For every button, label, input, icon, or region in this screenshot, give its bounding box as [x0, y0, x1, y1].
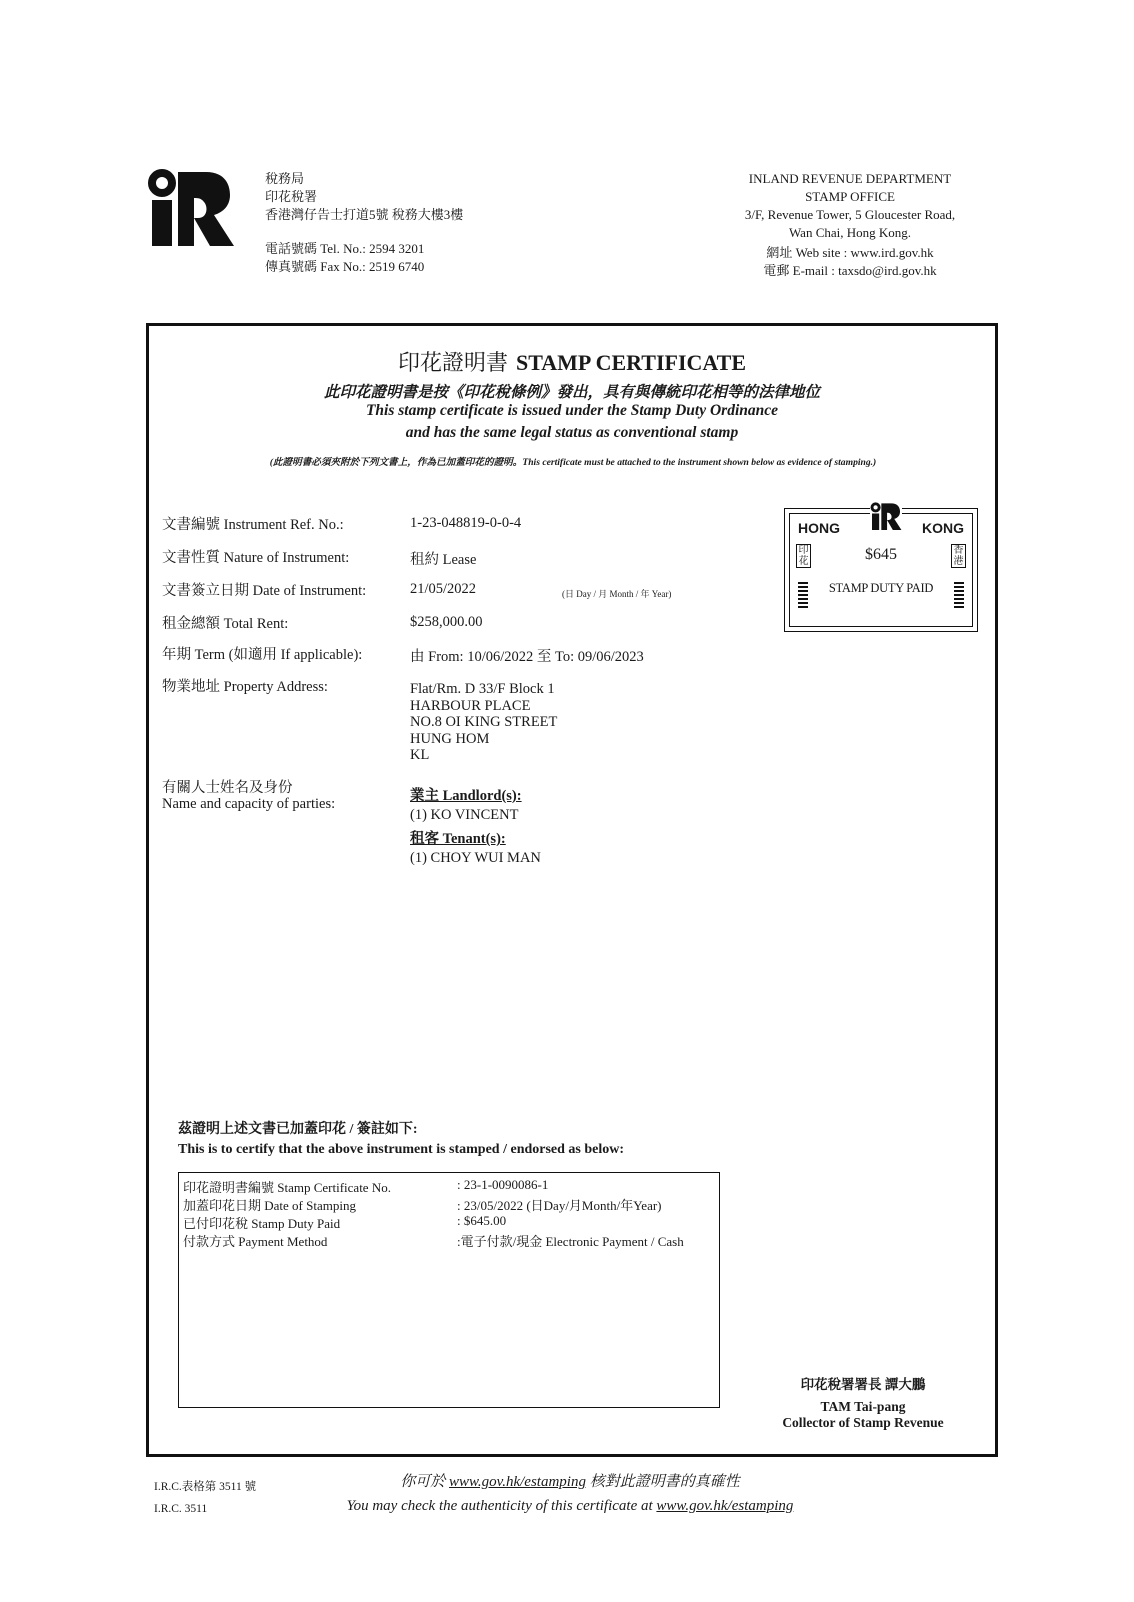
stamp-ornament: [954, 582, 964, 608]
stamp-ornament: [798, 582, 808, 608]
payment-method-label: 付款方式 Payment Method: [183, 1234, 328, 1249]
stamp-cert-no-label: 印花證明書編號 Stamp Certificate No.: [183, 1180, 391, 1195]
office-cn: 印花稅署: [265, 189, 318, 204]
nature-value: 租約 Lease: [410, 552, 477, 568]
title-cn: 印花證明書: [397, 350, 508, 375]
stamping-date-value: : 23/05/2022 (日Day/月Month/年Year): [457, 1198, 662, 1213]
property-address: [410, 681, 557, 764]
certify-cn: 茲證明上述文書已加蓋印花 / 簽註如下:: [178, 1122, 418, 1137]
certify-statement: [178, 1120, 624, 1160]
estamping-link[interactable]: www.gov.hk/estamping: [656, 1498, 794, 1514]
address-line-2: Wan Chai, Hong Kong.: [788, 225, 912, 240]
collector-title-cn: 印花稅署署長 譚大鵬: [800, 1377, 926, 1392]
stamp-side-right: 香港: [951, 544, 966, 568]
subtitle-en-2: and has the same legal status as conventional stamp: [405, 424, 739, 441]
form-number: [154, 1476, 256, 1520]
tel-number: 電話號碼 Tel. No.: 2594 3201: [265, 241, 425, 256]
stamping-date-label: 加蓋印花日期 Date of Stamping: [183, 1198, 356, 1213]
check-cn-post: 核對此證明書的真確性: [585, 1474, 740, 1490]
address-line-1: 3/F, Revenue Tower, 5 Gloucester Road,: [744, 207, 956, 222]
address-line: NO.8 OI KING STREET: [410, 714, 558, 730]
term-label: 年期 Term (如適用 If applicable):: [162, 647, 363, 663]
address-line: Flat/Rm. D 33/F Block 1: [410, 681, 555, 697]
ref-value: 1-23-048819-0-0-4: [410, 515, 522, 531]
date-hint: (日 Day / 月 Month / 年 Year): [562, 589, 672, 599]
address-label: 物業地址 Property Address:: [162, 679, 328, 695]
dept-en: INLAND REVENUE DEPARTMENT: [748, 171, 952, 186]
parties-label-en: Name and capacity of parties:: [162, 796, 336, 812]
address-cn: 香港灣仔告士打道5號 稅務大樓3樓: [265, 207, 464, 222]
form-number-en: I.R.C. 3511: [154, 1503, 208, 1515]
stamping-details-box: [178, 1172, 720, 1408]
ird-logo: [148, 168, 234, 246]
estamping-link[interactable]: www.gov.hk/estamping: [449, 1474, 586, 1490]
check-en-pre: You may check the authenticity of this certificate at: [346, 1498, 657, 1514]
fax-number: 傳真號碼 Fax No.: 2519 6740: [265, 259, 425, 274]
tenant-heading: 租客 Tenant(s):: [410, 831, 506, 847]
landlord-heading: 業主 Landlord(s):: [410, 788, 522, 804]
form-number-cn: I.R.C.表格第 3511 號: [154, 1481, 257, 1493]
parties-label: [162, 780, 335, 812]
website: 網址 Web site : www.ird.gov.hk: [766, 245, 934, 260]
address-line: HARBOUR PLACE: [410, 697, 531, 714]
certify-en: This is to certify that the above instrument is stamped / endorsed as below:: [178, 1142, 625, 1157]
stamp-paid-label: STAMP DUTY PAID: [828, 581, 934, 595]
stamp-side-left: 印花: [796, 544, 811, 568]
landlord-name: (1) KO VINCENT: [410, 807, 519, 823]
ref-label: 文書編號 Instrument Ref. No.:: [162, 517, 344, 533]
stamp-logo-icon: [870, 502, 902, 530]
collector-title-en: Collector of Stamp Revenue: [782, 1415, 944, 1430]
authenticity-note: [290, 1470, 850, 1518]
rent-label: 租金總額 Total Rent:: [162, 616, 289, 632]
duty-paid-label: 已付印花稅 Stamp Duty Paid: [183, 1216, 341, 1231]
rent-value: $258,000.00: [410, 614, 483, 630]
date-label: 文書簽立日期 Date of Instrument:: [162, 583, 367, 599]
stamp-kong: KONG: [922, 520, 964, 536]
address-line: KL: [410, 747, 430, 763]
collector-name: TAM Tai-pang: [820, 1399, 906, 1414]
nature-label: 文書性質 Nature of Instrument:: [162, 550, 350, 566]
duty-paid-value: : $645.00: [457, 1213, 507, 1228]
email: 電郵 E-mail : taxsdo@ird.gov.hk: [763, 263, 937, 278]
tenant-name: (1) CHOY WUI MAN: [410, 850, 541, 866]
stamp-duty-paid-stamp: [784, 508, 978, 632]
dept-cn: 稅務局: [265, 171, 305, 186]
attachment-note: (此證明書必須夾附於下列文書上，作為已加蓋印花的證明。This certificate must be attached to the instrument shown below as evidence of stamping.): [269, 457, 877, 468]
address-line: HUNG HOM: [410, 730, 490, 747]
subtitle-en-1: This stamp certificate is issued under the Stamp Duty Ordinance: [365, 402, 779, 419]
certificate-title: [146, 346, 998, 377]
term-value: 由 From: 10/06/2022 至 To: 09/06/2023: [410, 649, 644, 665]
title-en: STAMP CERTIFICATE: [515, 350, 747, 375]
subtitle-cn: 此印花證明書是按《印花稅條例》發出，具有與傳統印花相等的法律地位: [323, 384, 820, 401]
header-left: [265, 170, 463, 276]
check-cn-pre: 你可於: [400, 1474, 450, 1490]
parties-label-cn: 有關人士姓名及身份: [162, 780, 293, 796]
stamp-hong: HONG: [798, 520, 840, 536]
payment-method-value: :電子付款/現金 Electronic Payment / Cash: [457, 1234, 684, 1249]
collector-signature: [768, 1373, 958, 1431]
office-en: STAMP OFFICE: [805, 189, 895, 204]
stamp-amount: $645: [865, 546, 897, 563]
date-value: 21/05/2022: [410, 581, 477, 597]
header-right: [700, 170, 1000, 280]
stamp-cert-no-value: : 23-1-0090086-1: [457, 1177, 549, 1192]
